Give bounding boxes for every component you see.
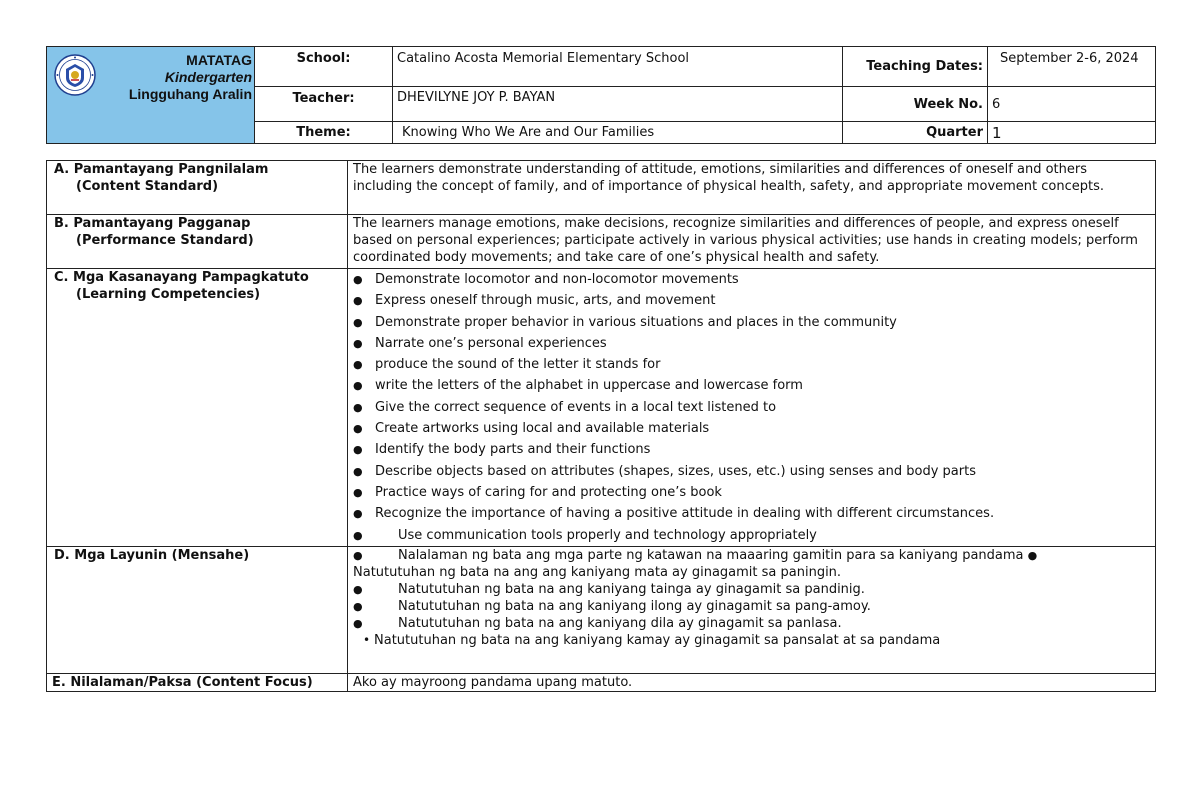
section-a-title: A. Pamantayang Pangnilalam	[54, 162, 269, 177]
section-e-row	[47, 674, 1156, 692]
objective-text: Natututuhan ng bata na ang kaniyang ilong ay ginagamit sa pang-amoy.	[398, 599, 871, 614]
section-b-subtitle: (Performance Standard)	[76, 233, 254, 248]
teacher-value: DHEVILYNE JOY P. BAYAN	[393, 87, 843, 122]
section-d-label	[47, 547, 348, 674]
section-d-row	[47, 547, 1156, 674]
quarter-value: 1	[988, 122, 1156, 144]
list-item: ● Create artworks using local and available materials	[353, 418, 1150, 439]
bullet-icon: ●	[1027, 549, 1038, 562]
list-item: ● Demonstrate locomotor and non-locomotor movements	[353, 269, 1150, 290]
list-item: ● Practice ways of caring for and protecting one’s book	[353, 482, 1150, 503]
brand-line-lingguhang-aralin: Lingguhang Aralin	[128, 86, 252, 102]
brand-cell	[47, 47, 255, 144]
list-item: ● Use communication tools properly and technology appropriately	[353, 525, 1150, 546]
section-c-title: C. Mga Kasanayang Pampagkatuto	[54, 270, 309, 285]
section-d-content	[348, 547, 1156, 674]
competency-list	[353, 269, 1150, 546]
teaching-dates-value: September 2-6, 2024	[988, 47, 1156, 87]
section-c-label	[47, 269, 348, 547]
week-label: Week No.	[843, 87, 988, 122]
objective-line	[353, 581, 1150, 598]
section-c-content	[348, 269, 1156, 547]
list-item: ● Express oneself through music, arts, and movement	[353, 290, 1150, 311]
deped-seal-icon	[54, 54, 96, 96]
section-b-content: The learners manage emotions, make decisions, recognize similarities and differences of people, and express oneself based on personal experiences; participate actively in various physical activities; use hands in creating models; perform coordinated body movements; and take care of one’s physical health and safety.	[348, 215, 1156, 269]
bullet-icon: ●	[353, 600, 363, 613]
list-item: ● Demonstrate proper behavior in various situations and places in the community	[353, 312, 1150, 333]
objective-line: Natututuhan ng bata na ang ang kaniyang mata ay ginagamit sa paningin.	[353, 565, 842, 580]
section-b-row	[47, 215, 1156, 269]
section-a-label	[47, 161, 348, 215]
objective-text: Natututuhan ng bata na ang kaniyang tainga ay ginagamit sa pandinig.	[398, 582, 865, 597]
list-item: ● Recognize the importance of having a positive attitude in dealing with different circumstances.	[353, 503, 1150, 524]
objective-line	[353, 598, 1150, 615]
list-item: ● Describe objects based on attributes (shapes, sizes, uses, etc.) using senses and body parts	[353, 461, 1150, 482]
section-e-content: Ako ay mayroong pandama upang matuto.	[348, 674, 1156, 692]
week-value: 6	[988, 87, 1156, 122]
theme-value: Knowing Who We Are and Our Families	[393, 122, 843, 144]
list-item: ● write the letters of the alphabet in uppercase and lowercase form	[353, 375, 1150, 396]
section-d-title: D. Mga Layunin (Mensahe)	[54, 548, 250, 563]
objective-text: Nalalaman ng bata ang mga parte ng katawan na maaaring gamitin para sa kaniyang pandama	[398, 548, 1024, 563]
objective-text: Natututuhan ng bata na ang kaniyang kamay ay ginagamit sa pansalat at sa pandama	[374, 633, 941, 648]
theme-label: Theme:	[255, 122, 393, 144]
list-item: ● produce the sound of the letter it stands for	[353, 354, 1150, 375]
bullet-icon: •	[363, 633, 371, 647]
section-a-row	[47, 161, 1156, 215]
section-a-content: The learners demonstrate understanding of attitude, emotions, similarities and differences of oneself and others including the concept of family, and of importance of physical health, safety, and appropriate movement concepts.	[348, 161, 1156, 215]
quarter-label: Quarter	[843, 122, 988, 144]
bullet-icon: ●	[353, 583, 363, 596]
section-b-label	[47, 215, 348, 269]
school-value: Catalino Acosta Memorial Elementary School	[393, 47, 843, 87]
brand-line-kindergarten: Kindergarten	[164, 69, 252, 85]
list-item: ● Give the correct sequence of events in a local text listened to	[353, 397, 1150, 418]
objective-line	[353, 632, 1150, 649]
lesson-content-table	[46, 160, 1156, 692]
brand-line-matatag: MATATAG	[186, 52, 252, 68]
section-c-subtitle: (Learning Competencies)	[76, 287, 261, 302]
objective-line	[353, 615, 1150, 632]
list-item: ● Narrate one’s personal experiences	[353, 333, 1150, 354]
bullet-icon: ●	[353, 549, 363, 562]
section-a-subtitle: (Content Standard)	[76, 179, 219, 194]
teacher-label: Teacher:	[255, 87, 393, 122]
section-e-title: E. Nilalaman/Paksa (Content Focus)	[47, 674, 348, 692]
list-item: ● Identify the body parts and their functions	[353, 439, 1150, 460]
section-c-row	[47, 269, 1156, 547]
objective-text: Natututuhan ng bata na ang kaniyang dila ay ginagamit sa panlasa.	[398, 616, 842, 631]
objective-line	[353, 547, 1150, 564]
brand-text	[129, 52, 252, 103]
section-b-title: B. Pamantayang Pagganap	[54, 216, 251, 231]
bullet-icon: ●	[353, 617, 363, 630]
school-label: School:	[255, 47, 393, 87]
header-table	[46, 46, 1156, 144]
teaching-dates-label: Teaching Dates:	[843, 47, 988, 87]
